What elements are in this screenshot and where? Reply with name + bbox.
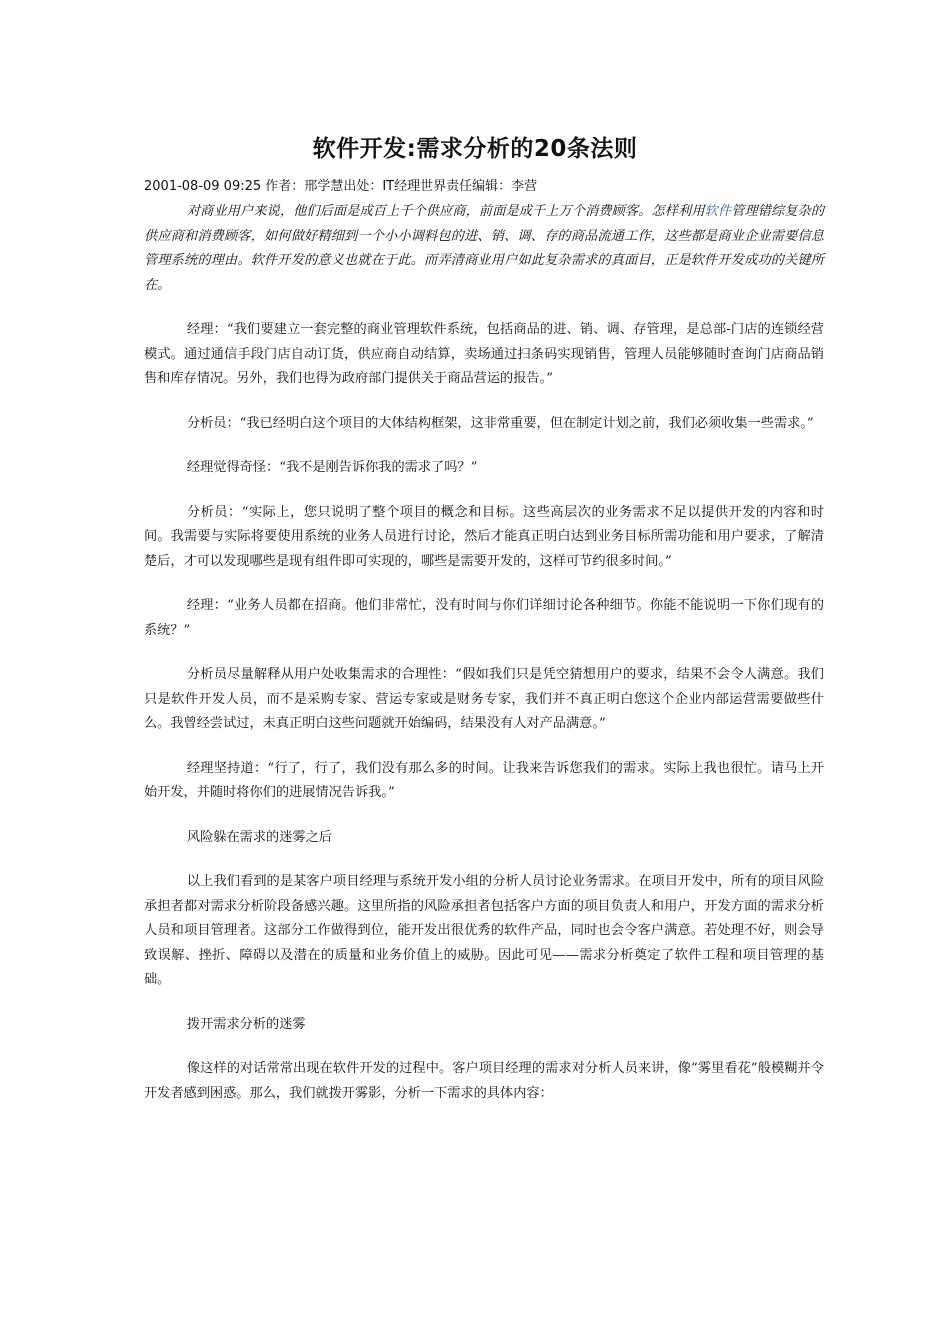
dialogue-paragraph: 经理：“我们要建立一套完整的商业管理软件系统，包括商品的进、销、调、存管理，是总部-门店的连锁经营模式。通过通信手段门店自动订货，供应商自动结算，卖场通过扫条码实现销售，管理人员能够随时查询门店商品销售和库存情况。另外，我们也得为政府部门提供关于商品营运的报告。” [144,322,824,386]
source-name: IT经理世界 [382,179,447,194]
dialogue-paragraph: 经理坚持道：“行了，行了，我们没有那么多的时间。让我来告诉您我们的需求。实际上我也很忙。请马上开始开发，并随时将你们的进展情况告诉我。” [144,760,824,800]
dialogue-paragraph: 经理觉得奇怪：“我不是刚告诉你我的需求了吗？” [186,460,478,475]
section-heading: 拨开需求分析的迷雾 [186,1016,306,1032]
intro-text-before-link: 对商业用户来说，他们后面是成百上千个供应商，前面是成千上万个消费顾客。怎样利用 [186,204,705,219]
article-title: 软件开发:需求分析的20条法则 [312,136,638,162]
software-link[interactable]: 软件 [704,204,732,219]
author-label: 作者： [265,179,305,194]
publish-date: 2001-08-09 09:25 [144,179,262,194]
body-paragraph: 以上我们看到的是某客户项目经理与系统开发小组的分析人员讨论业务需求。在项目开发中，所有的项目风险承担者都对需求分析阶段备感兴趣。这里所指的风险承担者包括客户方面的项目负责人和用户，开发方面的需求分析人员和项目管理者。这部分工作做得到位，能开发出很优秀的软件产品，同时也会令客户满意。若处理不好，则会导致误解、挫折、障碍以及潜在的质量和业务价值上的威胁。因此可见——需求分析奠定了软件工程和项目管理的基础。 [144,874,824,987]
dialogue-paragraph: 分析员：“我已经明白这个项目的大体结构框架，这非常重要，但在制定计划之前，我们必须收集一些需求。” [186,415,814,431]
body-paragraph: 像这样的对话常常出现在软件开发的过程中。客户项目经理的需求对分析人员来讲，像“雾里看花”般模糊并令开发者感到困惑。那么，我们就拨开雾影，分析一下需求的具体内容： [144,1061,824,1101]
author-name: 邢学慧 [304,179,344,194]
article-body [144,200,824,1106]
intro-text-after-link: 管理错综复杂的供应商和消费顾客，如何做好精细到一个小小调料包的进、销、调、存的商品流通工作，这些都是商业企业需要信息管理系统的理由。软件开发的意义也就在于此。而弄清商业用户如此复杂需求的真面目，正是软件开发成功的关键所在。 [144,204,825,293]
intro-paragraph [144,200,824,298]
editor-label: 责任编辑： [446,179,512,194]
dialogue-paragraph: 分析员：“实际上，您只说明了整个项目的概念和目标。这些高层次的业务需求不足以提供开发的内容和时间。我需要与实际将要使用系统的业务人员进行讨论，然后才能真正明白达到业务目标所需功能和用户要求，了解清楚后，才可以发现哪些是现有组件即可实现的，哪些是需要开发的，这样可节约很多时间。” [144,504,824,569]
source-label: 出处： [343,179,383,194]
dialogue-paragraph: 经理：“业务人员都在招商。他们非常忙，没有时间与你们详细讨论各种细节。你能不能说明一下你们现有的系统？” [144,598,824,638]
article-meta [144,178,824,196]
dialogue-paragraph: 分析员尽量解释从用户处收集需求的合理性：“假如我们只是凭空猜想用户的要求，结果不会令人满意。我们只是软件开发人员，而不是采购专家、营运专家或是财务专家，我们并不真正明白您这个企业内部运营需要做些什么。我曾经尝试过，未真正明白这些问题就开始编码，结果没有人对产品满意。” [144,667,824,731]
section-heading: 风险躲在需求的迷雾之后 [186,829,332,845]
editor-name: 李营 [511,179,538,194]
